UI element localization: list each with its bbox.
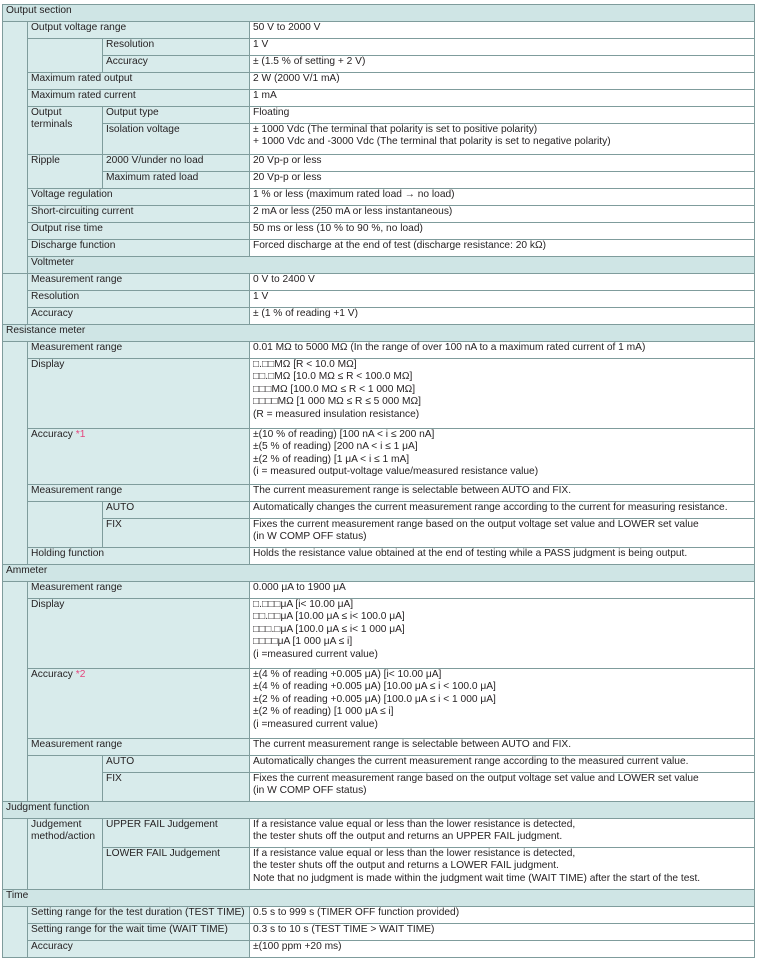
spec-label: Ripple	[28, 155, 103, 189]
spec-row	[3, 756, 755, 773]
spec-table	[2, 4, 755, 958]
spec-value: 0.01 MΩ to 5000 MΩ (In the range of over 100 nA to a maximum rated current of 1 mA)	[250, 342, 755, 359]
spec-sublabel: AUTO	[103, 756, 250, 773]
spec-value: 50 V to 2000 V	[250, 22, 755, 39]
spec-value: 0 V to 2400 V	[250, 274, 755, 291]
spec-row	[3, 848, 755, 890]
spec-value: Forced discharge at the end of test (discharge resistance: 20 kΩ)	[250, 240, 755, 257]
spec-value: The current measurement range is selectable between AUTO and FIX.	[250, 485, 755, 502]
spec-label: Output voltage range	[28, 22, 250, 39]
spec-row	[3, 359, 755, 429]
spec-row	[3, 924, 755, 941]
spec-label: Output rise time	[28, 223, 250, 240]
spec-row	[3, 519, 755, 548]
spec-value: 1 V	[250, 291, 755, 308]
spec-sublabel: AUTO	[103, 502, 250, 519]
spec-row	[3, 206, 755, 223]
spec-row	[3, 502, 755, 519]
spec-value: Automatically changes the current measurement range according to the measured current value.	[250, 756, 755, 773]
spec-sublabel: Accuracy	[103, 56, 250, 73]
spec-value: 0.3 s to 10 s (TEST TIME > WAIT TIME)	[250, 924, 755, 941]
spec-row	[3, 107, 755, 124]
spec-label: Display	[28, 359, 250, 429]
spec-label: Voltage regulation	[28, 189, 250, 206]
footnote-marker: *1	[75, 429, 86, 440]
spec-value: 1 % or less (maximum rated load → no load)	[250, 189, 755, 206]
spec-sublabel: FIX	[103, 519, 250, 548]
spec-label: Discharge function	[28, 240, 250, 257]
spec-sublabel: Isolation voltage	[103, 124, 250, 155]
spec-value: 0.5 s to 999 s (TIMER OFF function provided)	[250, 907, 755, 924]
spec-row	[3, 342, 755, 359]
spec-row	[3, 308, 755, 325]
spec-sublabel: FIX	[103, 773, 250, 802]
spec-value: 20 Vp-p or less	[250, 172, 755, 189]
section-row-time	[3, 890, 755, 907]
spec-row	[3, 941, 755, 958]
section-row-resistance	[3, 325, 755, 342]
spec-value: ± 1000 Vdc (The terminal that polarity is set to positive polarity) + 1000 Vdc and -3000 Vdc (The terminal that polarity is set to negative polarity)	[250, 124, 755, 155]
spec-sublabel: UPPER FAIL Judgement	[103, 819, 250, 848]
spec-value: ±(4 % of reading +0.005 μA) [i< 10.00 μA] ±(4 % of reading +0.005 μA) [10.00 μA ≤ i < 100.0 μA] ±(2 % of reading +0.005 μA) [100.0 μA ≤ i < 1 000 μA] ±(2 % of reading) [1 000 μA ≤ i] (i =measured current value)	[250, 669, 755, 739]
spec-sublabel: Resolution	[103, 39, 250, 56]
spec-label: Maximum rated current	[28, 90, 250, 107]
spec-row	[3, 90, 755, 107]
spec-value: 20 Vp-p or less	[250, 155, 755, 172]
spec-value: 1 V	[250, 39, 755, 56]
spec-row	[3, 155, 755, 172]
spec-value: 0.000 μA to 1900 μA	[250, 582, 755, 599]
section-row-output	[3, 5, 755, 22]
spec-label: Measurement range	[28, 582, 250, 599]
spec-row	[3, 240, 755, 257]
spec-row	[3, 39, 755, 56]
spec-row	[3, 819, 755, 848]
section-title-time: Time	[3, 890, 755, 907]
spec-label: Measurement range	[28, 342, 250, 359]
spec-label: Accuracy	[28, 308, 250, 325]
spec-value: If a resistance value equal or less than the lower resistance is detected, the tester shuts off the output and returns a LOWER FAIL judgment. Note that no judgment is made within the judgment wait time (WAIT TIME) after the start of the test.	[250, 848, 755, 890]
spec-value: ±(10 % of reading) [100 nA < i ≤ 200 nA] ±(5 % of reading) [200 nA < i ≤ 1 μA] ±(2 % of reading) [1 μA < i ≤ 1 mA] (i = measured output-voltage value/measured resistance value)	[250, 429, 755, 485]
spec-row	[3, 223, 755, 240]
section-row-ammeter	[3, 565, 755, 582]
spec-value: Fixes the current measurement range based on the output voltage set value and LOWER set value (in W COMP OFF status)	[250, 519, 755, 548]
section-title-voltmeter: Voltmeter	[28, 257, 755, 274]
spec-value: Automatically changes the current measurement range according to the current for measuring resistance.	[250, 502, 755, 519]
spec-label: Accuracy *1	[28, 429, 250, 485]
spec-value: ±(100 ppm +20 ms)	[250, 941, 755, 958]
spec-row	[3, 907, 755, 924]
spec-label: Output terminals	[28, 107, 103, 155]
spec-value: □.□□MΩ [R < 10.0 MΩ] □□.□MΩ [10.0 MΩ ≤ R < 100.0 MΩ] □□□MΩ [100.0 MΩ ≤ R < 1 000 MΩ] □□□□MΩ [1 000 MΩ ≤ R ≤ 5 000 MΩ] (R = measured insulation resistance)	[250, 359, 755, 429]
spec-row	[3, 599, 755, 669]
spec-value: The current measurement range is selectable between AUTO and FIX.	[250, 739, 755, 756]
spec-label: Measurement range	[28, 739, 250, 756]
spec-label: Short-circuiting current	[28, 206, 250, 223]
spec-row	[3, 548, 755, 565]
spec-value: Floating	[250, 107, 755, 124]
spec-value: Holds the resistance value obtained at the end of testing while a PASS judgment is being output.	[250, 548, 755, 565]
spec-row	[3, 172, 755, 189]
spec-row	[3, 124, 755, 155]
footnote-marker: *2	[75, 669, 86, 680]
spec-label: Setting range for the wait time (WAIT TIME)	[28, 924, 250, 941]
spec-label: Measurement range	[28, 485, 250, 502]
spec-row	[3, 773, 755, 802]
spec-sublabel: LOWER FAIL Judgement	[103, 848, 250, 890]
spec-row	[3, 56, 755, 73]
spec-value: 1 mA	[250, 90, 755, 107]
spec-row	[3, 739, 755, 756]
spec-value: 2 W (2000 V/1 mA)	[250, 73, 755, 90]
spec-label: Holding function	[28, 548, 250, 565]
section-row-judgment	[3, 802, 755, 819]
spec-label: Display	[28, 599, 250, 669]
spec-row	[3, 582, 755, 599]
spec-row	[3, 73, 755, 90]
section-title-judgment: Judgment function	[3, 802, 755, 819]
spec-label: Accuracy *2	[28, 669, 250, 739]
spec-label: Maximum rated output	[28, 73, 250, 90]
spec-row	[3, 189, 755, 206]
spec-label: Resolution	[28, 291, 250, 308]
spec-sublabel: 2000 V/under no load	[103, 155, 250, 172]
spec-label: Accuracy	[28, 941, 250, 958]
spec-label: Measurement range	[28, 274, 250, 291]
section-title-resistance: Resistance meter	[3, 325, 755, 342]
spec-value: ± (1.5 % of setting + 2 V)	[250, 56, 755, 73]
section-row-voltmeter	[3, 257, 755, 274]
spec-row	[3, 22, 755, 39]
spec-row	[3, 669, 755, 739]
spec-label: Judgement method/action	[28, 819, 103, 890]
section-title-output: Output section	[3, 5, 755, 22]
spec-value: Fixes the current measurement range based on the output voltage set value and LOWER set value (in W COMP OFF status)	[250, 773, 755, 802]
spec-row	[3, 274, 755, 291]
spec-sublabel: Output type	[103, 107, 250, 124]
section-title-ammeter: Ammeter	[3, 565, 755, 582]
spec-label: Setting range for the test duration (TEST TIME)	[28, 907, 250, 924]
spec-row	[3, 485, 755, 502]
spec-row	[3, 291, 755, 308]
spec-value: 2 mA or less (250 mA or less instantaneous)	[250, 206, 755, 223]
spec-value: ± (1 % of reading +1 V)	[250, 308, 755, 325]
spec-value: 50 ms or less (10 % to 90 %, no load)	[250, 223, 755, 240]
spec-row	[3, 429, 755, 485]
spec-value: □.□□□μA [i< 10.00 μA] □□.□□μA [10.00 μA ≤ i< 100.0 μA] □□□.□μA [100.0 μA ≤ i< 1 000 μA] □□□□μA [1 000 μA ≤ i] (i =measured current value)	[250, 599, 755, 669]
spec-sublabel: Maximum rated load	[103, 172, 250, 189]
spec-value: If a resistance value equal or less than the lower resistance is detected, the tester shuts off the output and returns an UPPER FAIL judgment.	[250, 819, 755, 848]
